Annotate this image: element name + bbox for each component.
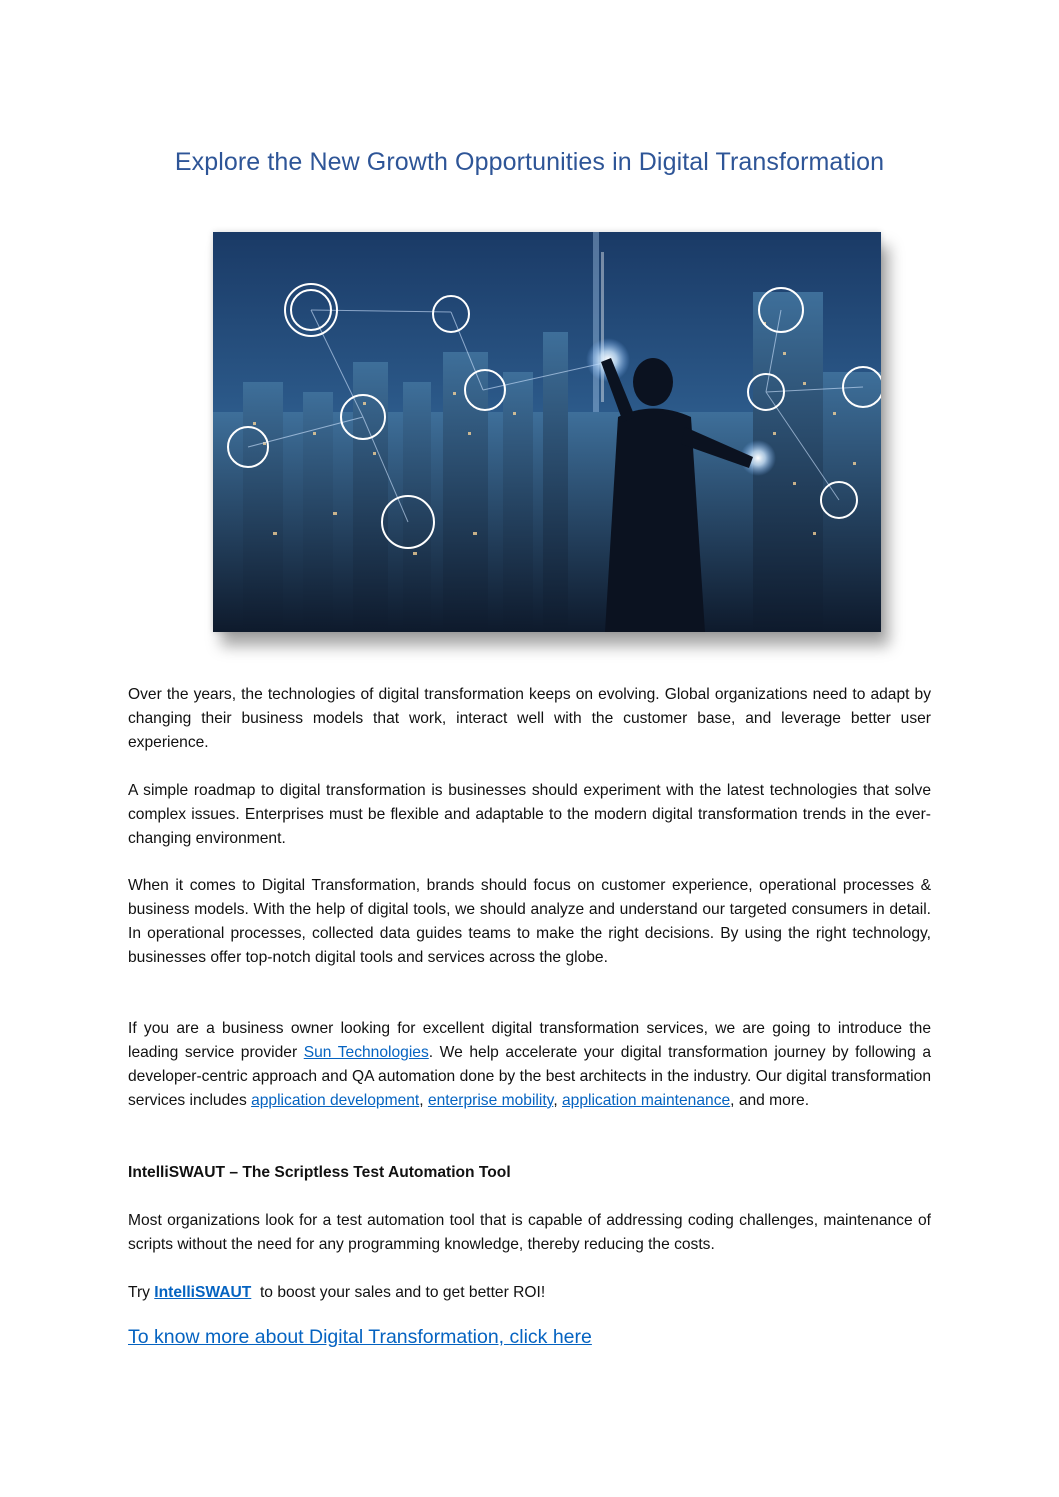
paragraph-roadmap: A simple roadmap to digital transformation is businesses should experiment with the latest technologies that solve complex issues. Enterprises must be flexible and adaptable to the modern digital transformation trends in the ever-changing environment. xyxy=(128,782,931,847)
sun-technologies-link[interactable]: Sun Technologies xyxy=(303,1044,429,1061)
paragraph-focus: When it comes to Digital Transformation, brands should focus on customer experience, operational processes & business models. With the help of digital tools, we should analyze and understand our targeted consumers in detail. In operational processes, collected data guides teams to make the right decisions. By using the right technology, businesses offer top-notch digital tools and services across the globe. xyxy=(128,877,931,966)
page-title: Explore the New Growth Opportunities in Digital Transformation xyxy=(174,148,885,176)
application-maintenance-link[interactable]: application maintenance xyxy=(561,1092,731,1109)
enterprise-mobility-link[interactable]: enterprise mobility xyxy=(427,1092,554,1109)
paragraph-intro: Over the years, the technologies of digital transformation keeps on evolving. Global organizations need to adapt by changing their business models that work, interact well with the customer base, and leverage better user experience. xyxy=(128,686,931,751)
services-text-end: , and more. xyxy=(730,1092,810,1109)
services-text-1: If you are a business owner looking for excellent digital transformation services, we are going to introduce the leading service provider xyxy=(128,1020,931,1061)
application-development-link[interactable]: application development xyxy=(251,1092,420,1109)
hero-image xyxy=(213,232,881,632)
cta-paragraph xyxy=(128,1326,592,1349)
paragraph-services xyxy=(128,1017,931,1113)
intelliswaut-link[interactable]: IntelliSWAUT xyxy=(154,1284,252,1301)
try-text: Try xyxy=(128,1284,155,1301)
section-heading: IntelliSWAUT – The Scriptless Test Automation Tool xyxy=(128,1164,511,1181)
try-text-after: to boost your sales and to get better ROI! xyxy=(251,1284,546,1301)
services-separator-2: , xyxy=(553,1092,562,1109)
services-separator-1: , xyxy=(419,1092,428,1109)
paragraph-automation: Most organizations look for a test automation tool that is capable of addressing coding challenges, maintenance of scripts without the need for any programming knowledge, thereby reducing the costs. xyxy=(128,1212,931,1253)
paragraph-try xyxy=(128,1281,931,1305)
know-more-link[interactable]: To know more about Digital Transformation, click here xyxy=(128,1326,592,1348)
services-text-2: . We help accelerate your digital transformation journey by following a developer-centric approach and QA automation done by the best architects in the industry. Our digital transformation services includes xyxy=(128,1044,931,1109)
